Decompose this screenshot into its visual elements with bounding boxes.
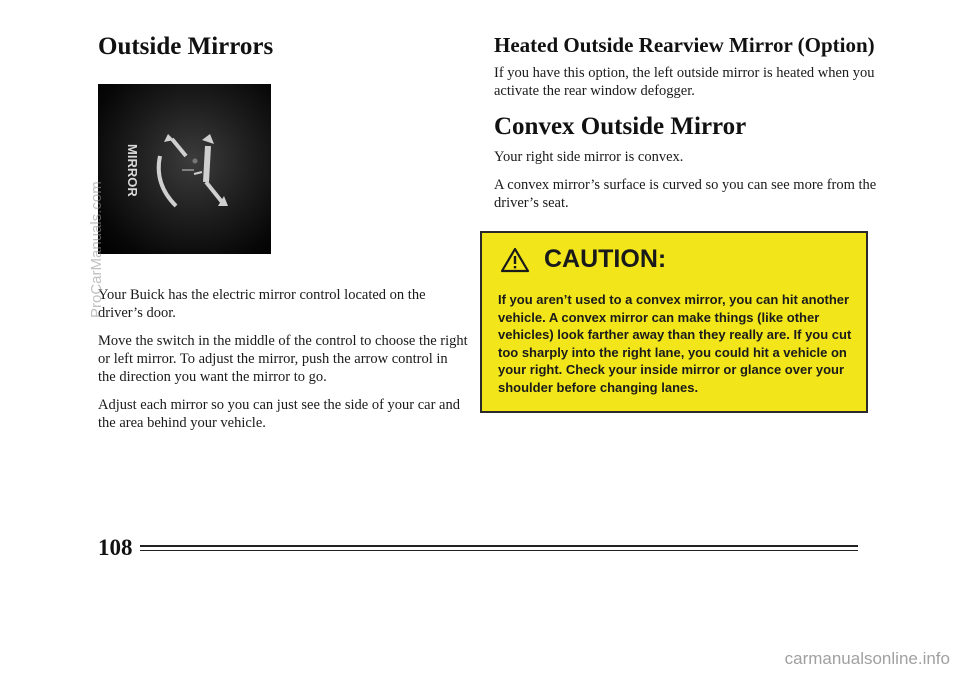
paragraph-switch-usage: Move the switch in the middle of the control to choose the right or left mirror. To adjust the mirror, push the arrow control in the direction you want the mirror to go. bbox=[98, 333, 468, 385]
left-column bbox=[98, 30, 468, 64]
footer-rule-thin bbox=[140, 550, 858, 551]
right-column bbox=[494, 30, 884, 222]
heated-mirror-text: If you have this option, the left outside mirror is heated when you activate the rear window defogger. bbox=[494, 65, 875, 99]
bottom-watermark: carmanualsonline.info bbox=[784, 649, 950, 668]
paragraph-control-location: Your Buick has the electric mirror control located on the driver’s door. bbox=[98, 287, 426, 321]
footer-rule-thick bbox=[140, 545, 858, 547]
mirror-control-photo bbox=[98, 84, 271, 254]
page-number: 108 bbox=[98, 535, 133, 560]
convex-mirror-heading: Convex Outside Mirror bbox=[494, 113, 747, 140]
caution-body-text: If you aren’t used to a convex mirror, you can hit another vehicle. A convex mirror can make things (like other vehicles) look farther away than they really are. If you cut too sharply into the right lane, you could hit a vehicle on your right. Check your inside mirror or glance over your shoulder before changing lanes. bbox=[498, 292, 852, 395]
convex-mirror-text-1: Your right side mirror is convex. bbox=[494, 149, 684, 165]
heated-mirror-heading: Heated Outside Rearview Mirror (Option) bbox=[494, 33, 875, 57]
page-footer bbox=[98, 535, 858, 563]
outside-mirrors-heading: Outside Mirrors bbox=[98, 33, 274, 60]
convex-mirror-text-2: A convex mirror’s surface is curved so you can see more from the driver’s seat. bbox=[494, 177, 877, 211]
caution-title-text: CAUTION: bbox=[544, 245, 667, 273]
photo-mirror-label: MIRROR bbox=[125, 144, 140, 197]
warning-triangle-icon bbox=[500, 247, 530, 273]
side-watermark: ProCarManuals.com bbox=[88, 181, 105, 318]
caution-box bbox=[480, 231, 868, 413]
caution-heading bbox=[500, 245, 666, 274]
outside-mirrors-text bbox=[98, 286, 468, 442]
mirror-switch-icon bbox=[98, 84, 271, 254]
paragraph-adjust-mirror: Adjust each mirror so you can just see the side of your car and the area behind your vehicle. bbox=[98, 397, 460, 431]
